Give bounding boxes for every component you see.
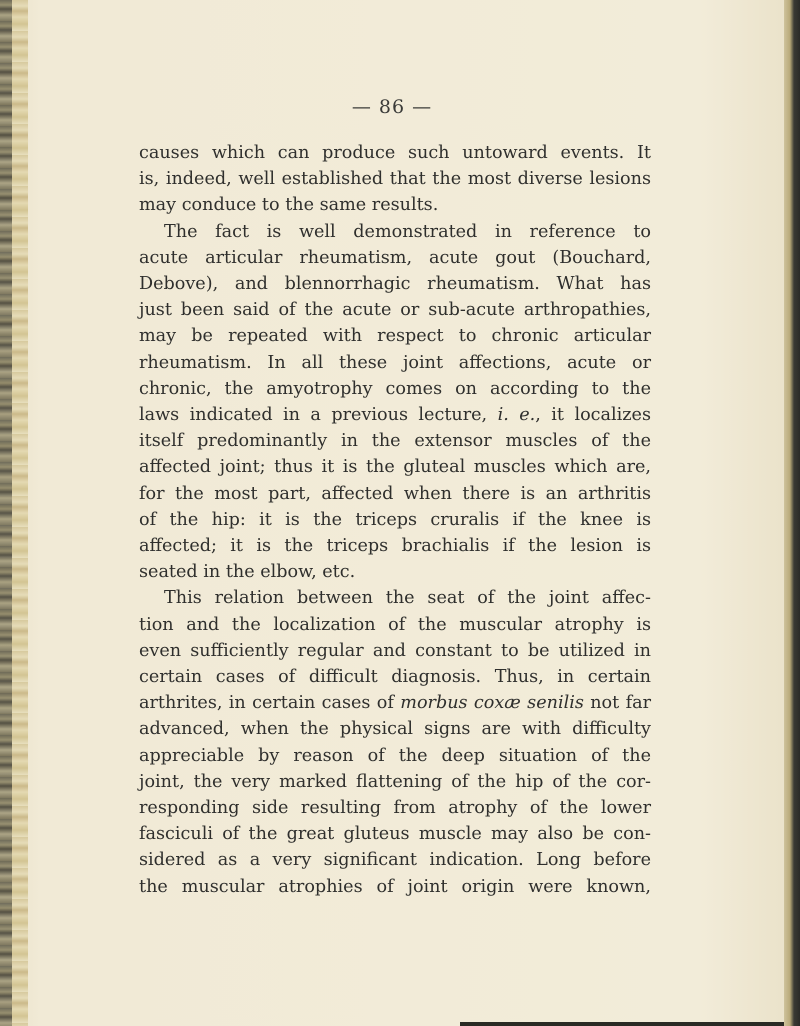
text-line: advanced, when the physical signs are with difficulty xyxy=(139,719,651,740)
text-line: affected; it is the triceps brachialis if the lesion is xyxy=(139,536,651,557)
text-line: affected joint; thus it is the gluteal muscles which are, xyxy=(139,457,651,478)
text-line: certain cases of difficult diagnosis. Thus, in certain xyxy=(139,667,651,688)
text-line: for the most part, affected when there is an arthritis xyxy=(139,483,651,504)
text-line: of the hip: it is the triceps cruralis if the knee is xyxy=(139,509,651,530)
text-line: is, indeed, well established that the most diverse lesions xyxy=(139,169,651,190)
text-line: Debove), and blennorrhagic rheumatism. What has xyxy=(139,274,651,295)
text-line: may be repeated with respect to chronic articular xyxy=(139,326,651,347)
text-line: appreciable by reason of the deep situation of the xyxy=(139,745,651,766)
text-line: sidered as a very significant indication. Long before xyxy=(139,850,651,871)
text-line: arthrites, in certain cases of morbus coxæ senilis not far xyxy=(139,693,651,714)
text-line: responding side resulting from atrophy of the lower xyxy=(139,798,651,819)
italic-phrase: i. e. xyxy=(497,405,536,426)
text-line: joint, the very marked flattening of the hip of the cor- xyxy=(139,771,651,792)
text-line: just been said of the acute or sub-acute arthropathies, xyxy=(139,300,651,321)
text-line: itself predominantly in the extensor muscles of the xyxy=(139,431,651,452)
text-line: seated in the elbow, etc. xyxy=(139,562,356,583)
body-text xyxy=(139,140,651,900)
text-line: chronic, the amyotrophy comes on according to the xyxy=(139,378,651,399)
page-binding-edge xyxy=(0,0,28,1026)
text-line: acute articular rheumatism, acute gout (Bouchard, xyxy=(139,247,651,268)
text-line: fasciculi of the great gluteus muscle may also be con- xyxy=(139,824,651,845)
page-number: — 86 — xyxy=(351,96,433,118)
page-bottom-edge xyxy=(460,1022,784,1026)
text-line: the muscular atrophies of joint origin were known, xyxy=(139,876,651,897)
text-line: rheumatism. In all these joint affections, acute or xyxy=(139,352,651,373)
text-line: tion and the localization of the muscular atrophy is xyxy=(139,614,651,635)
page-right-edge xyxy=(784,0,800,1026)
text-line: may conduce to the same results. xyxy=(139,195,439,216)
text-line: laws indicated in a previous lecture, i. e., it localizes xyxy=(139,405,651,426)
text-line: even sufficiently regular and constant to be utilized in xyxy=(139,640,651,661)
text-line: This relation between the seat of the joint affec- xyxy=(164,588,651,609)
text-line: causes which can produce such untoward events. It xyxy=(139,143,651,163)
italic-phrase: morbus coxæ senilis xyxy=(400,693,584,714)
text-line: The fact is well demonstrated in reference to xyxy=(164,221,651,242)
